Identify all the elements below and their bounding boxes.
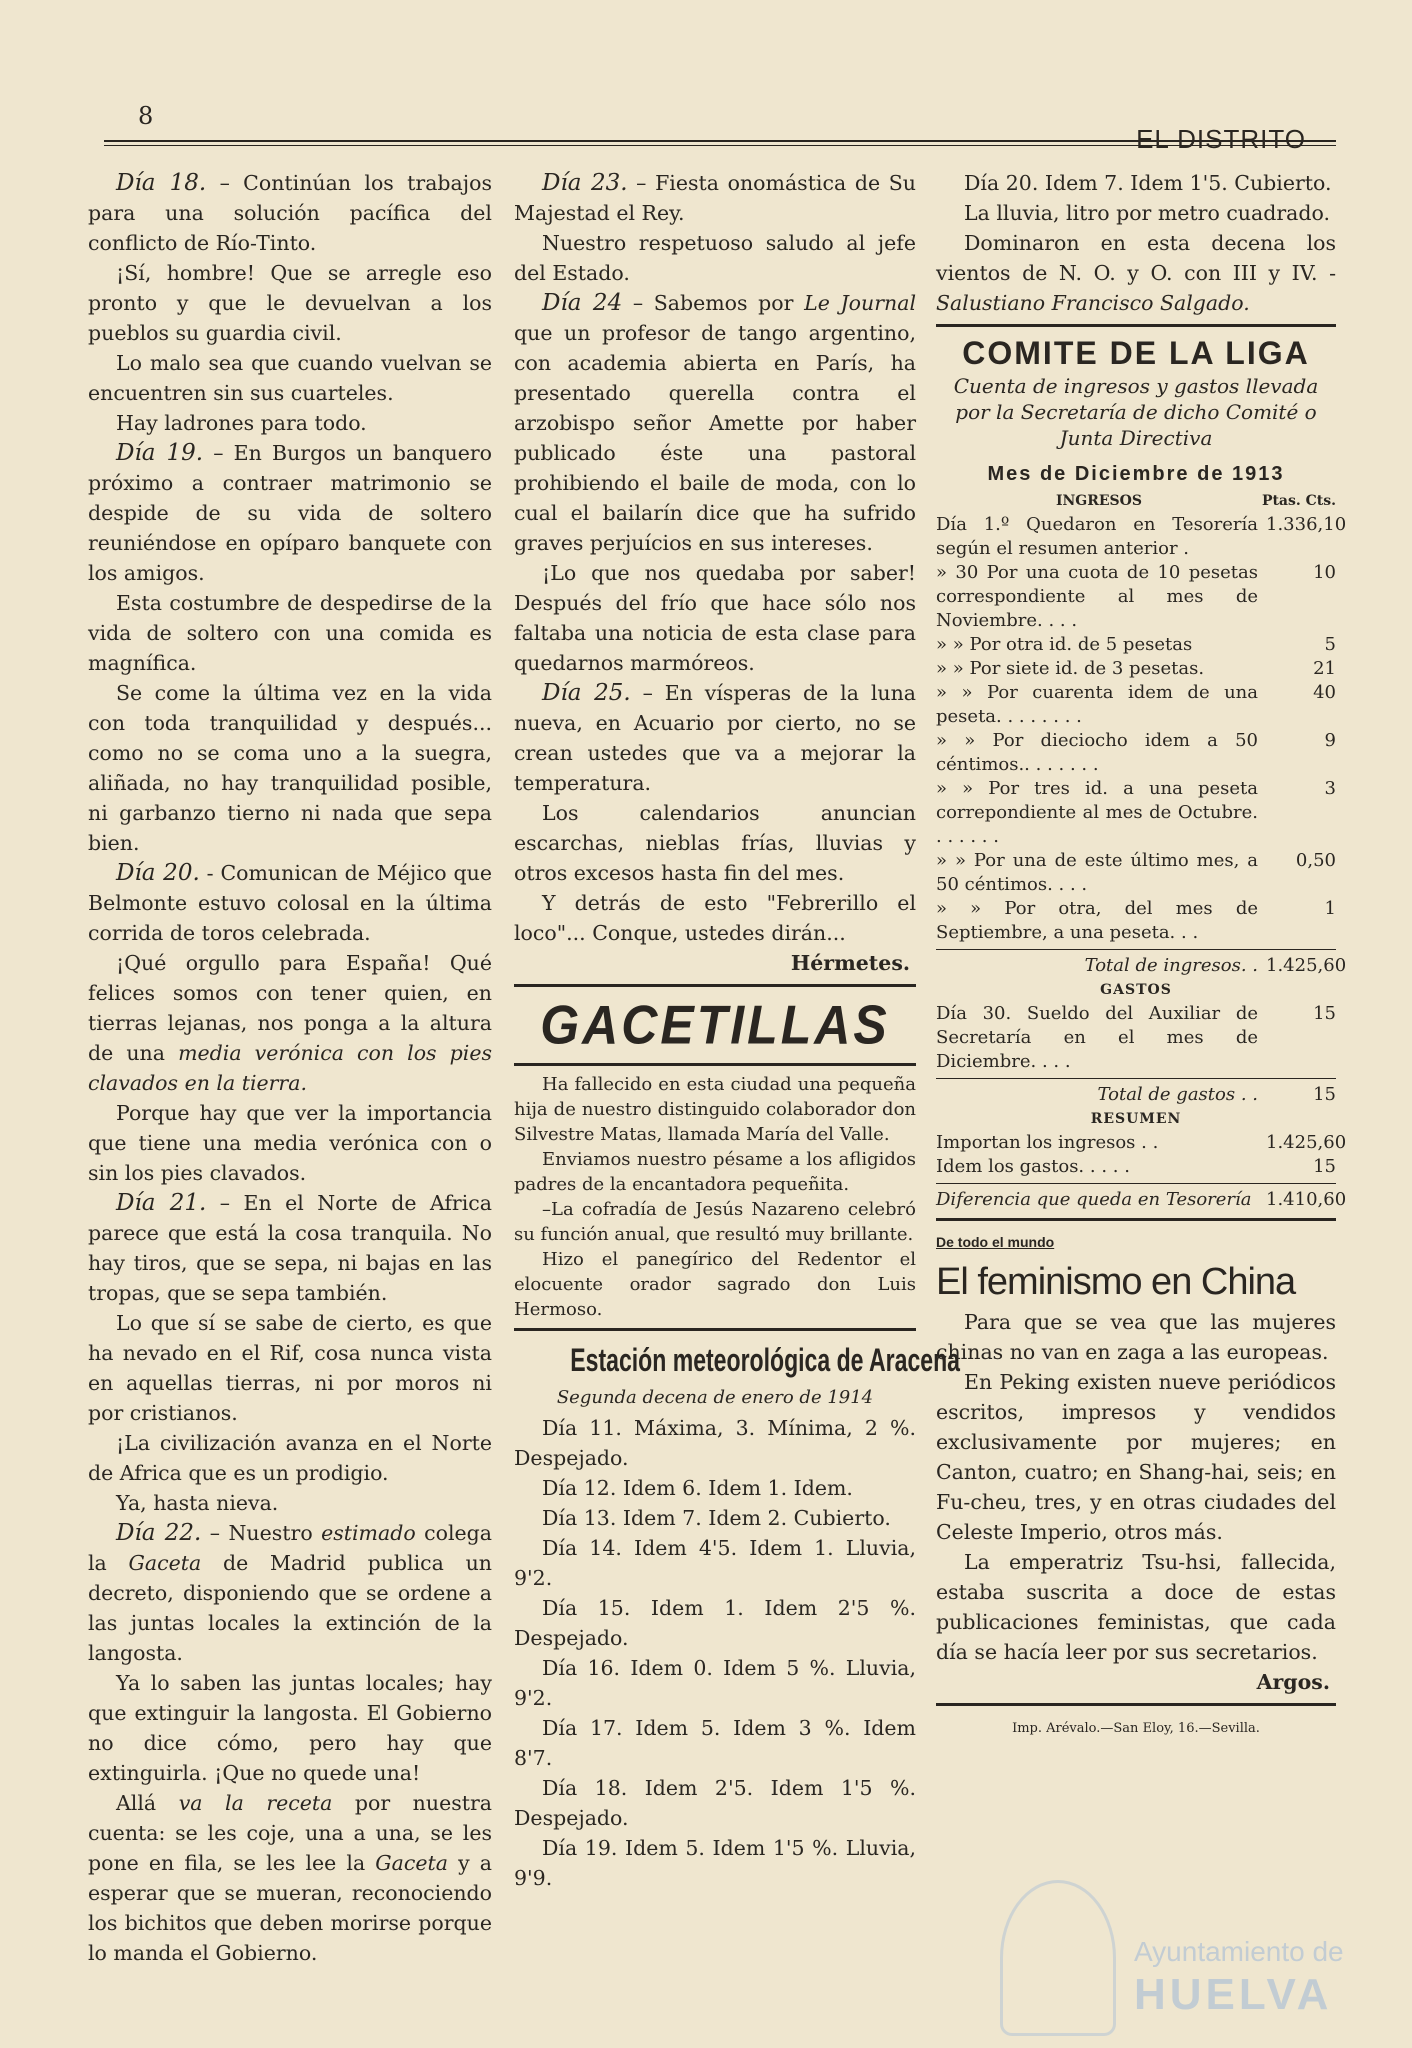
paragraph: ¡La civilización avanza en el Norte de Africa que es un prodigio. xyxy=(88,1431,492,1485)
paragraph: Día 24 – Sabemos por Le Journal que un profesor de tango argentino, con academia abierta en París, ha presentado querella contra el arzobispo señor Amette por haber publicado éste una pastoral prohibiendo el baile de moda, con lo cual el bailarín dice que ha sufrido graves perjuícios en sus intereses. xyxy=(514,290,916,555)
account-row: Día 30. Sueldo del Auxiliar de Secretaría en el mes de Diciembre. . . . 15 xyxy=(936,1003,1336,1072)
paragraph: Día 22. – Nuestro estimado colega la Gaceta de Madrid publica un decreto, disponiendo que se ordene a las juntas locales la extinción de la langosta. xyxy=(88,1520,492,1665)
meteo-heading: Estación meteorológica de Aracena xyxy=(570,1342,960,1378)
meteo-entry: Día 19. Idem 5. Idem 1'5 %. Lluvia, 9'9. xyxy=(514,1836,916,1890)
paragraph: Lo que sí se sabe de cierto, es que ha nevado en el Rif, cosa nunca vista en aquellas tierras, ni por moros ni por cristianos. xyxy=(88,1311,492,1425)
column-3 xyxy=(936,168,1347,1744)
accounts-month: Mes de Diciembre de 1913 xyxy=(987,463,1285,485)
watermark-crest-icon xyxy=(1000,1880,1116,2036)
paragraph: Día 25. – En vísperas de la luna nueva, en Acuario por cierto, no se crean ustedes que va a mejorar la temperatura. xyxy=(514,680,916,795)
account-row: Día 1.º Quedaron en Tesorería según el resumen anterior . 1.336,10 xyxy=(936,514,1347,559)
resumen-label: RESUMEN xyxy=(1090,1111,1182,1127)
liga-heading: COMITE DE LA LIGA xyxy=(962,335,1310,371)
account-row: » » Por una de este último mes, a 50 céntimos. . . . 0,50 xyxy=(936,850,1336,895)
feminismo-heading: El feminismo en China xyxy=(936,1261,1296,1303)
column-2 xyxy=(514,168,960,1893)
meteo-entry: Día 11. Máxima, 3. Mínima, 2 %. Despejado. xyxy=(514,1416,916,1470)
printer-imprint: Imp. Arévalo.—San Eloy, 16.—Sevilla. xyxy=(1012,1721,1260,1736)
resumen-row: Importan los ingresos . . 1.425,60 xyxy=(936,1132,1347,1153)
section-rule xyxy=(514,1328,916,1331)
paragraph: Hizo el panegírico del Redentor el elocuente orador sagrado don Luis Hermoso. xyxy=(514,1249,916,1320)
section-rule xyxy=(936,1703,1336,1706)
total-gastos-row: Total de gastos . . 15 xyxy=(1097,1084,1336,1105)
paragraph: Ya, hasta nieva. xyxy=(116,1491,279,1515)
paragraph: La lluvia, litro por metro cuadrado. xyxy=(964,201,1330,225)
meteo-entry: Día 18. Idem 2'5. Idem 1'5 %. Despejado. xyxy=(514,1776,916,1830)
paragraph: Enviamos nuestro pésame a los afligidos padres de la encantadora pequeñita. xyxy=(514,1149,916,1195)
account-row: » 30 Por una cuota de 10 pesetas correspondiente al mes de Noviembre. . . . 10 xyxy=(936,562,1336,631)
section-rule xyxy=(514,984,916,987)
header-rule xyxy=(104,140,1336,146)
gastos-label: GASTOS xyxy=(1100,982,1172,998)
gacetillas-heading: GACETILLAS xyxy=(540,994,890,1056)
paragraph: Lo malo sea que cuando vuelvan se encuentren sin sus cuarteles. xyxy=(88,351,492,405)
section-rule xyxy=(936,1218,1336,1221)
watermark-line2: HUELVA xyxy=(1134,1970,1333,2019)
paragraph: Día 20. - Comunican de Méjico que Belmonte estuvo colosal en la última corrida de toros celebrada. xyxy=(88,860,492,945)
paragraph: Esta costumbre de despedirse de la vida de soltero con una comida es magnífica. xyxy=(88,591,492,675)
paragraph: Día 23. – Fiesta onomástica de Su Majestad el Rey. xyxy=(514,170,916,225)
account-row: » » Por siete id. de 3 pesetas. 21 xyxy=(936,658,1336,679)
paragraph: –La cofradía de Jesús Nazareno celebró su función anual, que resultó muy brillante. xyxy=(514,1199,916,1245)
section-kicker: De todo el mundo xyxy=(936,1234,1055,1250)
paragraph: En Peking existen nueve periódicos escritos, impresos y vendidos exclusivamente por mujeres; en Canton, cuatro; en Shang-hai, seis; en Fu-cheu, tres, y en otras ciudades del Celeste Imperio, otros más. xyxy=(936,1370,1336,1544)
total-ingresos-row: Total de ingresos. . 1.425,60 xyxy=(1084,955,1347,976)
paragraph: Se come la última vez en la vida con toda tranquilidad y después... como no se coma uno a la suegra, aliñada, no hay tranquilidad posible, ni garbanzo tierno ni nada que sepa bien. xyxy=(88,681,492,855)
account-row: » » Por tres id. a una peseta correpondiente al mes de Octubre. . . . . . . 3 xyxy=(936,778,1336,847)
section-rule xyxy=(936,324,1336,327)
article-signature: Hérmetes. xyxy=(790,951,910,975)
accounts-table xyxy=(936,489,1347,1212)
masthead: EL DISTRITO xyxy=(1136,124,1306,154)
paragraph: Porque hay que ver la importancia que tiene una media verónica con o sin los pies clavados. xyxy=(88,1101,492,1185)
paragraph: Dominaron en esta decena los vientos de N. O. y O. con III y IV. - Salustiano Francisco Salgado. xyxy=(936,231,1336,315)
sum-rule xyxy=(936,1078,1336,1079)
paragraph: ¡Lo que nos quedaba por saber! Después del frío que hace sólo nos faltaba una noticia de esta clase para quedarnos marmóreos. xyxy=(514,561,916,675)
paragraph: Allá va la receta por nuestra cuenta: se les coje, una a una, se les pone en fila, se les lee la Gaceta y a esperar que se mueran, reconociendo los bichitos que deben morirse porque lo manda el Gobierno. xyxy=(88,1791,492,1965)
paragraph: Hay ladrones para todo. xyxy=(116,411,367,435)
account-row: » » Por cuarenta idem de una peseta. . . . . . . . 40 xyxy=(936,682,1336,727)
page-number: 8 xyxy=(138,102,154,130)
paragraph: Ya lo saben las juntas locales; hay que extinguir la langosta. El Gobierno no dice cómo, pero hay que extinguirla. ¡Que no quede una! xyxy=(88,1671,492,1785)
paragraph: ¡Qué orgullo para España! Qué felices somos con tener quien, en tierras lejanas, nos ponga a la altura de una media verónica con los pies clavados en la tierra. xyxy=(88,951,492,1095)
meteo-entry: Día 12. Idem 6. Idem 1. Idem. xyxy=(542,1476,853,1500)
sum-rule xyxy=(936,1183,1336,1184)
paragraph: Para que se vea que las mujeres chinas no van en zaga a las europeas. xyxy=(936,1310,1336,1364)
resumen-row: Idem los gastos. . . . . 15 xyxy=(936,1156,1336,1177)
currency-label: Ptas. Cts. xyxy=(1261,493,1336,509)
account-row: » » Por otra id. de 5 pesetas 5 xyxy=(936,634,1336,655)
meteo-entry: Día 14. Idem 4'5. Idem 1. Lluvia, 9'2. xyxy=(514,1536,916,1590)
meteo-entry: Día 15. Idem 1. Idem 2'5 %. Despejado. xyxy=(514,1596,916,1650)
paragraph: Día 19. – En Burgos un banquero próximo a contraer matrimonio se despide de su vida de soltero reuniéndose en opíparo banquete con los amigos. xyxy=(88,440,492,585)
meteo-entry: Día 20. Idem 7. Idem 1'5. Cubierto. xyxy=(964,171,1332,195)
meteo-entry: Día 13. Idem 7. Idem 2. Cubierto. xyxy=(542,1506,891,1530)
paragraph: La emperatriz Tsu-hsi, fallecida, estaba suscrita a doce de estas publicaciones feministas, que cada día se hacía leer por sus secretarios. xyxy=(936,1550,1336,1664)
sum-rule xyxy=(936,949,1336,950)
column-1 xyxy=(88,168,492,1968)
watermark-line1: Ayuntamiento de xyxy=(1134,1936,1344,1967)
paragraph: ¡Sí, hombre! Que se arregle eso pronto y que le devuelvan a los pueblos su guardia civil. xyxy=(88,261,492,345)
meteo-subtitle: Segunda decena de enero de 1914 xyxy=(556,1387,874,1408)
paragraph: Ha fallecido en esta ciudad una pequeña hija de nuestro distinguido colaborador don Silvestre Matas, llamada María del Valle. xyxy=(514,1074,916,1145)
meteo-entry: Día 17. Idem 5. Idem 3 %. Idem 8'7. xyxy=(514,1716,916,1770)
account-row: » » Por dieciocho idem a 50 céntimos.. . . . . . . 9 xyxy=(936,730,1336,775)
article-signature: Argos. xyxy=(1256,1670,1330,1694)
paragraph: Día 18. – Continúan los trabajos para una solución pacífica del conflicto de Río-Tinto. xyxy=(88,170,492,255)
paragraph: Y detrás de esto "Febrerillo el loco"... Conque, ustedes dirán... xyxy=(514,891,916,945)
paragraph: Día 21. – En el Norte de Africa parece que está la cosa tranquila. No hay tiros, que se sepa, ni bajas en las tropas, que se sepa también. xyxy=(88,1190,492,1305)
paragraph: Nuestro respetuoso saludo al jefe del Estado. xyxy=(514,231,916,285)
meteo-entry: Día 16. Idem 0. Idem 5 %. Lluvia, 9'2. xyxy=(514,1656,916,1710)
diferencia-row: Diferencia que queda en Tesorería 1.410,60 xyxy=(936,1189,1347,1210)
section-rule xyxy=(514,1063,916,1066)
liga-subtitle: Cuenta de ingresos y gastos llevada por la Secretaría de dicho Comité o Junta Directiva xyxy=(953,374,1319,450)
account-row: » » Por otra, del mes de Septiembre, a una peseta. . . 1 xyxy=(936,898,1336,943)
ingresos-label: INGRESOS xyxy=(1055,493,1142,509)
paragraph: Los calendarios anuncian escarchas, nieblas frías, lluvias y otros excesos hasta fin del mes. xyxy=(514,801,916,885)
